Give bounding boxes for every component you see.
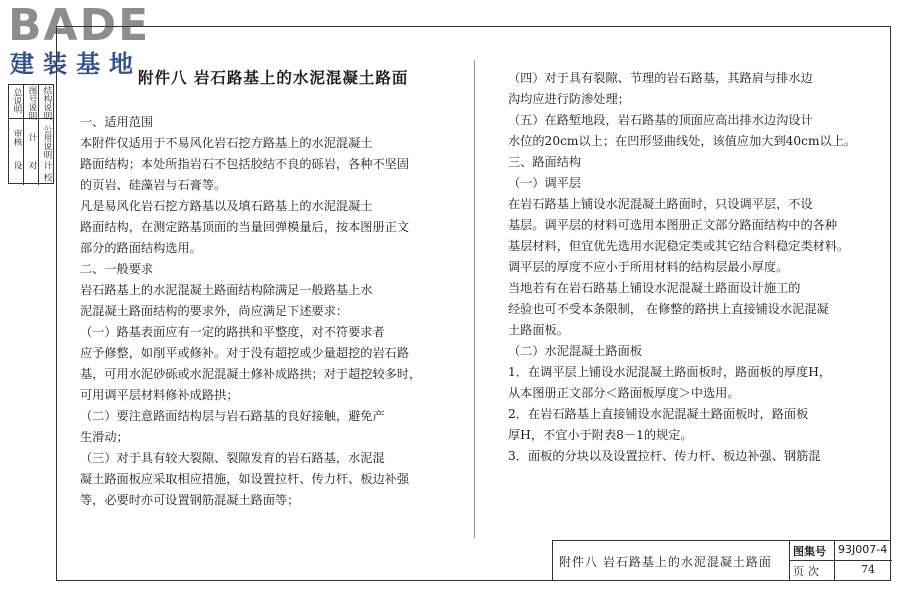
page-number-label: 页次 bbox=[793, 565, 823, 578]
text-line: 等，必要时亦可设置钢筋混凝土路面等； bbox=[80, 493, 300, 507]
text-line: 部分的路面结构选用。 bbox=[80, 241, 202, 255]
strip-col-divider bbox=[23, 85, 24, 118]
text-line: 凡是易风化岩石挖方路基以及填石路基上的水泥混凝土 bbox=[80, 199, 373, 213]
text-line: 三、路面结构 bbox=[508, 155, 582, 169]
strip-cell: 公用说明 bbox=[42, 125, 52, 159]
text-line: 的页岩、硅藻岩与石膏等。 bbox=[80, 178, 227, 192]
text-line: 本附件仅适用于不易风化岩石挖方路基上的水泥混凝土 bbox=[80, 136, 373, 150]
text-line: 基层材料，但宜优先选用水泥稳定类或其它结合料稳定类材料。 bbox=[508, 239, 850, 253]
text-line: 应予修整，如削平或修补。对于没有超挖或少量超挖的岩石路 bbox=[80, 346, 410, 360]
text-line: 路面结构；本处所指岩石不包括胶结不良的砾岩，各种不坚固 bbox=[80, 157, 410, 171]
title-block-divider bbox=[789, 560, 892, 561]
text-line: 当地若有在岩石路基上铺设水泥混凝土路面设计施工的 bbox=[508, 281, 801, 295]
title-block-label: 附件八 岩石路基上的水泥混凝土路面 bbox=[559, 555, 772, 569]
text-line: 水位的20cm以上；在凹形竖曲线处，该值应加大到40cm以上。 bbox=[508, 134, 857, 148]
text-line: 沟均应进行防渗处理； bbox=[508, 92, 630, 106]
text-line: （一）调平层 bbox=[508, 176, 582, 190]
atlas-number-value: 93J007-4 bbox=[838, 543, 888, 556]
strip-cell: 结构说明 bbox=[42, 86, 52, 120]
text-line: （五）在路堑地段，岩石路基的顶面应高出排水边沟设计 bbox=[508, 113, 813, 127]
strip-cell: 计 bbox=[27, 133, 37, 142]
text-line: 在岩石路基上铺设水泥混凝土路面时，只设调平层，不设 bbox=[508, 197, 813, 211]
atlas-number-label: 图集号 bbox=[793, 545, 826, 558]
strip-col-divider bbox=[38, 85, 39, 118]
text-line: 土路面板。 bbox=[508, 323, 569, 337]
strip-cell: 审核 bbox=[12, 129, 22, 146]
strip-cell: 计 bbox=[42, 161, 52, 170]
text-line: 调平层的厚度不应小于所用材料的结构层最小厚度。 bbox=[508, 260, 789, 274]
text-line: （二）要注意路面结构层与岩石路基的良好接触，避免产 bbox=[80, 409, 385, 423]
text-line: 一、适用范围 bbox=[80, 115, 154, 129]
strip-cell: 图号说明 bbox=[27, 86, 37, 120]
text-line: （三）对于具有较大裂隙、裂隙发育的岩石路基，水泥混 bbox=[80, 451, 385, 465]
page-title: 附件八 岩石路基上的水泥混凝土路面 bbox=[138, 68, 409, 87]
right-column bbox=[508, 68, 878, 467]
text-line: 3．面板的分块以及设置拉杆、传力杆、板边补强、钢筋混 bbox=[508, 449, 821, 463]
strip-cell: 总说明 bbox=[12, 88, 22, 114]
text-line: 基，可用水泥砂砾或水泥混凝土修补成路拱；对于超挖较多时， bbox=[80, 367, 422, 381]
text-line: 2．在岩石路基上直接铺设水泥混凝土路面板时，路面板 bbox=[508, 407, 809, 421]
title-block bbox=[552, 540, 891, 581]
text-line: 经验也可不受本条限制， 在修整的路拱上直接铺设水泥混凝 bbox=[508, 302, 829, 316]
text-line: 路面结构，在测定路基顶面的当量回弹模量后，按本图册正文 bbox=[80, 220, 410, 234]
watermark-subtitle: 建装基地 bbox=[10, 50, 142, 78]
strip-cell: 校 bbox=[42, 173, 52, 182]
text-line: 二、一般要求 bbox=[80, 262, 154, 276]
text-line: 1．在调平层上铺设水泥混凝土路面板时，路面板的厚度H， bbox=[508, 365, 832, 379]
strip-cell: 对 bbox=[27, 161, 37, 170]
text-line: 厚H，不宜小于附表8－1的规定。 bbox=[508, 428, 693, 442]
text-line: 泥混凝土路面结构的要求外，尚应满足下述要求： bbox=[80, 304, 349, 318]
strip-cell: 设 bbox=[12, 161, 22, 170]
text-line: （二）水泥混凝土路面板 bbox=[508, 344, 643, 358]
page-number-value: 74 bbox=[861, 563, 875, 576]
text-line: （四）对于具有裂隙、节理的岩石路基，其路肩与排水边 bbox=[508, 71, 813, 85]
text-line: 从本图册正文部分＜路面板厚度＞中选用。 bbox=[508, 386, 740, 400]
text-line: 可用调平层材料修补成路拱； bbox=[80, 388, 239, 402]
column-divider bbox=[474, 60, 475, 538]
text-line: （一）路基表面应有一定的路拱和平整度，对不符要求者 bbox=[80, 325, 385, 339]
signature-strip bbox=[8, 84, 54, 184]
strip-col-divider bbox=[23, 118, 24, 185]
text-line: 凝土路面板应采取相应措施，如设置拉杆、传力杆、板边补强 bbox=[80, 472, 410, 486]
left-column bbox=[80, 112, 470, 511]
text-line: 岩石路基上的水泥混凝土路面结构除满足一般路基上水 bbox=[80, 283, 373, 297]
watermark-brand: BADE bbox=[8, 0, 151, 51]
text-line: 基层。调平层的材料可选用本图册正文部分路面结构中的各种 bbox=[508, 218, 838, 232]
strip-col-divider bbox=[38, 118, 39, 185]
text-line: 生滑动； bbox=[80, 430, 129, 444]
